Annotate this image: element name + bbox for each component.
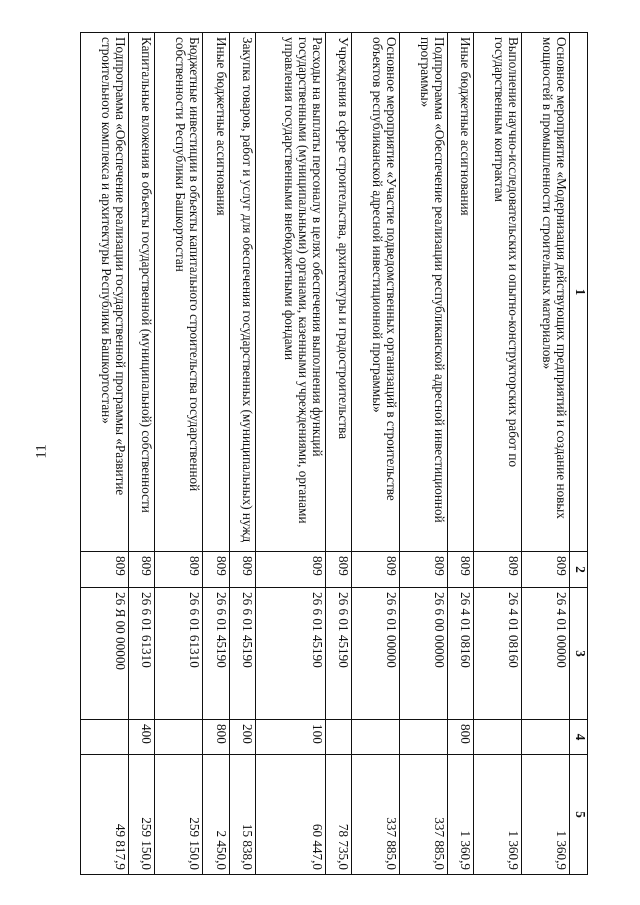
row-name: Иные бюджетные ассигнования [447, 33, 473, 552]
row-type [399, 720, 447, 755]
row-ministry: 809 [351, 552, 399, 588]
table-row [81, 33, 129, 875]
row-type: 400 [129, 720, 155, 755]
row-ministry: 809 [129, 552, 155, 588]
row-amount: 337 885,0 [399, 755, 447, 875]
row-name: Иные бюджетные ассигнования [203, 33, 229, 552]
row-name: Учреждения в сфере строительства, архитектуры и градостроительства [325, 33, 351, 552]
row-code: 26 6 01 45190 [325, 588, 351, 720]
row-ministry: 809 [155, 552, 203, 588]
table-row [155, 33, 203, 875]
row-code: 26 4 01 08160 [447, 588, 473, 720]
row-code: 26 6 01 00000 [351, 588, 399, 720]
row-type: 100 [255, 720, 325, 755]
col-header: 1 [570, 33, 588, 552]
row-ministry: 809 [447, 552, 473, 588]
row-amount: 1 360,9 [474, 755, 522, 875]
col-header: 3 [570, 588, 588, 720]
table-row [129, 33, 155, 875]
row-ministry: 809 [522, 552, 570, 588]
row-amount: 2 450,0 [203, 755, 229, 875]
row-amount: 78 735,0 [325, 755, 351, 875]
col-header: 4 [570, 720, 588, 755]
row-code: 26 6 01 45190 [229, 588, 255, 720]
row-code: 26 Я 00 00000 [81, 588, 129, 720]
row-amount: 259 150,0 [155, 755, 203, 875]
row-ministry: 809 [81, 552, 129, 588]
row-name: Основное мероприятие «Модернизация действующих предприятий и создание новых мощностей в промышленности строительных материалов» [522, 33, 570, 552]
row-code: 26 6 01 61310 [129, 588, 155, 720]
budget-table [80, 32, 588, 875]
col-header: 2 [570, 552, 588, 588]
table-row [203, 33, 229, 875]
table-row [255, 33, 325, 875]
row-ministry: 809 [474, 552, 522, 588]
row-type: 200 [229, 720, 255, 755]
row-type [522, 720, 570, 755]
row-code: 26 6 01 61310 [155, 588, 203, 720]
page-number: 11 [33, 444, 50, 459]
row-ministry: 809 [399, 552, 447, 588]
table-row [325, 33, 351, 875]
row-code: 26 6 01 45190 [203, 588, 229, 720]
table-row [351, 33, 399, 875]
row-ministry: 809 [255, 552, 325, 588]
table-row [447, 33, 473, 875]
row-type [155, 720, 203, 755]
row-type [474, 720, 522, 755]
row-amount: 49 817,9 [81, 755, 129, 875]
row-name: Выполнение научно-исследовательских и опытно-конструкторских работ по государственным контрактам [474, 33, 522, 552]
row-name: Основное мероприятие «Участие подведомственных организаций в строительстве объектов республиканской адресной инвестиционной программы» [351, 33, 399, 552]
row-code: 26 6 00 00000 [399, 588, 447, 720]
table-row [522, 33, 570, 875]
row-amount: 1 360,9 [447, 755, 473, 875]
col-header: 5 [570, 755, 588, 875]
row-amount: 60 447,0 [255, 755, 325, 875]
row-name: Подпрограмма «Обеспечение реализации государственной программы «Развитие строительного комплекса и архитектуры Республики Башкортостан» [81, 33, 129, 552]
table-row [474, 33, 522, 875]
row-name: Бюджетные инвестиции в объекты капитального строительства государственной собственности Республики Башкортостан [155, 33, 203, 552]
table-row [399, 33, 447, 875]
row-type: 800 [203, 720, 229, 755]
row-name: Подпрограмма «Обеспечение реализации республиканской адресной инвестиционной программы» [399, 33, 447, 552]
row-type [325, 720, 351, 755]
row-amount: 259 150,0 [129, 755, 155, 875]
row-ministry: 809 [229, 552, 255, 588]
table-row [229, 33, 255, 875]
row-name: Закупка товаров, работ и услуг для обеспечения государственных (муниципальных) нужд [229, 33, 255, 552]
row-code: 26 4 01 08160 [474, 588, 522, 720]
row-ministry: 809 [203, 552, 229, 588]
row-type [351, 720, 399, 755]
row-code: 26 4 01 00000 [522, 588, 570, 720]
row-amount: 15 838,0 [229, 755, 255, 875]
row-name: Капитальные вложения в объекты государственной (муниципальной) собственности [129, 33, 155, 552]
row-amount: 337 885,0 [351, 755, 399, 875]
rotated-page [80, 32, 588, 874]
row-code: 26 6 01 45190 [255, 588, 325, 720]
row-type: 800 [447, 720, 473, 755]
row-ministry: 809 [325, 552, 351, 588]
header-row [570, 33, 588, 875]
row-amount: 1 360,9 [522, 755, 570, 875]
row-name: Расходы на выплаты персоналу в целях обеспечения выполнения функций государственными (муниципальными) органами, казенными учреждениями, органами управления государственными внебюджетными фондами [255, 33, 325, 552]
row-type [81, 720, 129, 755]
